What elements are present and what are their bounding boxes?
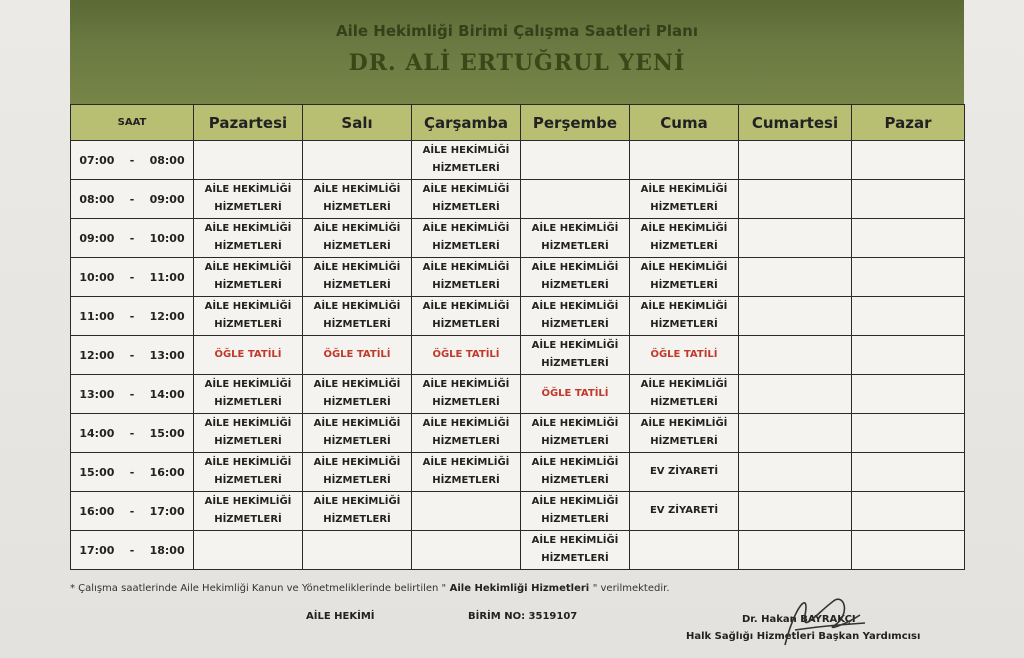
schedule-cell <box>521 492 630 531</box>
cell-text: ÖĞLE TATİLİ <box>214 349 282 360</box>
cell-text: AİLE HEKİMLİĞİ HİZMETLERİ <box>313 223 401 252</box>
schedule-cell <box>412 531 521 570</box>
schedule-cell <box>630 297 739 336</box>
doctor-name: DR. ALİ ERTUĞRUL YENİ <box>348 50 686 76</box>
cell-text: EV ZİYARETİ <box>649 505 719 516</box>
schedule-cell <box>412 336 521 375</box>
schedule-cell <box>521 297 630 336</box>
schedule-cell <box>630 180 739 219</box>
cell-text: AİLE HEKİMLİĞİ HİZMETLERİ <box>204 379 292 408</box>
schedule-cell <box>412 453 521 492</box>
schedule-cell <box>852 453 965 492</box>
table-row <box>71 492 965 531</box>
schedule-cell <box>303 219 412 258</box>
schedule-cell <box>412 180 521 219</box>
schedule-cell <box>303 492 412 531</box>
schedule-cell <box>852 531 965 570</box>
schedule-cell <box>739 219 852 258</box>
schedule-cell <box>194 258 303 297</box>
schedule-cell <box>630 336 739 375</box>
cell-text: AİLE HEKİMLİĞİ HİZMETLERİ <box>313 262 401 291</box>
schedule-cell <box>521 453 630 492</box>
column-header-5: Cuma <box>630 105 739 141</box>
schedule-cell <box>739 531 852 570</box>
cell-text: AİLE HEKİMLİĞİ HİZMETLERİ <box>422 145 510 174</box>
table-row <box>71 531 965 570</box>
cell-text: AİLE HEKİMLİĞİ HİZMETLERİ <box>204 262 292 291</box>
time-slot: 13:00 - 14:00 <box>71 375 194 414</box>
schedule-cell <box>194 414 303 453</box>
schedule-cell <box>521 141 630 180</box>
cell-text: ÖĞLE TATİLİ <box>323 349 391 360</box>
schedule-table <box>70 104 965 570</box>
schedule-cell <box>194 141 303 180</box>
cell-text: ÖĞLE TATİLİ <box>650 349 718 360</box>
schedule-title: Aile Hekimliği Birimi Çalışma Saatleri Planı <box>336 22 698 40</box>
table-row <box>71 258 965 297</box>
handwritten-signature <box>765 585 875 655</box>
cell-text: AİLE HEKİMLİĞİ HİZMETLERİ <box>640 262 728 291</box>
schedule-cell <box>630 375 739 414</box>
schedule-cell <box>303 141 412 180</box>
schedule-cell <box>194 336 303 375</box>
cell-text: AİLE HEKİMLİĞİ HİZMETLERİ <box>422 379 510 408</box>
time-slot: 12:00 - 13:00 <box>71 336 194 375</box>
schedule-cell <box>303 336 412 375</box>
schedule-cell <box>194 180 303 219</box>
column-header-4: Perşembe <box>521 105 630 141</box>
cell-text: ÖĞLE TATİLİ <box>541 388 609 399</box>
schedule-cell <box>412 258 521 297</box>
cell-text: AİLE HEKİMLİĞİ HİZMETLERİ <box>422 223 510 252</box>
time-slot: 09:00 - 10:00 <box>71 219 194 258</box>
time-slot: 16:00 - 17:00 <box>71 492 194 531</box>
cell-text: AİLE HEKİMLİĞİ HİZMETLERİ <box>313 301 401 330</box>
time-slot: 14:00 - 15:00 <box>71 414 194 453</box>
cell-text: AİLE HEKİMLİĞİ HİZMETLERİ <box>531 262 619 291</box>
schedule-cell <box>521 531 630 570</box>
table-row <box>71 453 965 492</box>
schedule-cell <box>412 492 521 531</box>
cell-text: AİLE HEKİMLİĞİ HİZMETLERİ <box>531 418 619 447</box>
table-row <box>71 414 965 453</box>
cell-text: AİLE HEKİMLİĞİ HİZMETLERİ <box>204 496 292 525</box>
time-slot: 08:00 - 09:00 <box>71 180 194 219</box>
footnote-suffix: " verilmektedir. <box>592 583 670 594</box>
schedule-cell <box>630 258 739 297</box>
schedule-cell <box>194 297 303 336</box>
schedule-cell <box>303 297 412 336</box>
signatory-title: Halk Sağlığı Hizmetleri Başkan Yardımcısı <box>686 631 921 642</box>
cell-text: AİLE HEKİMLİĞİ HİZMETLERİ <box>531 223 619 252</box>
footnote-prefix: * Çalışma saatlerinde Aile Hekimliği Kanun ve Yönetmeliklerinde belirtilen " <box>70 583 447 594</box>
signatory-name: Dr. Hakan BAYRAKÇI <box>742 614 856 625</box>
column-header-7: Pazar <box>852 105 965 141</box>
schedule-cell <box>521 336 630 375</box>
schedule-cell <box>852 492 965 531</box>
schedule-header <box>70 0 964 104</box>
schedule-cell <box>852 180 965 219</box>
table-body <box>71 141 965 570</box>
cell-text: AİLE HEKİMLİĞİ HİZMETLERİ <box>422 184 510 213</box>
table-row <box>71 219 965 258</box>
cell-text: AİLE HEKİMLİĞİ HİZMETLERİ <box>422 418 510 447</box>
schedule-cell <box>739 336 852 375</box>
cell-text: AİLE HEKİMLİĞİ HİZMETLERİ <box>313 457 401 486</box>
column-header-saat: SAAT <box>71 105 194 141</box>
cell-text: AİLE HEKİMLİĞİ HİZMETLERİ <box>640 301 728 330</box>
cell-text: EV ZİYARETİ <box>649 466 719 477</box>
schedule-cell <box>739 375 852 414</box>
time-slot: 07:00 - 08:00 <box>71 141 194 180</box>
cell-text: AİLE HEKİMLİĞİ HİZMETLERİ <box>313 184 401 213</box>
schedule-cell <box>303 375 412 414</box>
schedule-sheet <box>70 0 964 658</box>
cell-text: AİLE HEKİMLİĞİ HİZMETLERİ <box>313 496 401 525</box>
schedule-cell <box>630 453 739 492</box>
column-header-1: Pazartesi <box>194 105 303 141</box>
cell-text: AİLE HEKİMLİĞİ HİZMETLERİ <box>204 418 292 447</box>
schedule-cell <box>194 492 303 531</box>
schedule-cell <box>521 375 630 414</box>
schedule-cell <box>739 180 852 219</box>
schedule-cell <box>303 531 412 570</box>
schedule-cell <box>630 219 739 258</box>
cell-text: AİLE HEKİMLİĞİ HİZMETLERİ <box>640 223 728 252</box>
schedule-cell <box>852 219 965 258</box>
schedule-cell <box>194 453 303 492</box>
schedule-cell <box>739 297 852 336</box>
schedule-cell <box>739 258 852 297</box>
cell-text: AİLE HEKİMLİĞİ HİZMETLERİ <box>531 457 619 486</box>
schedule-cell <box>739 141 852 180</box>
cell-text: AİLE HEKİMLİĞİ HİZMETLERİ <box>204 184 292 213</box>
table-row <box>71 180 965 219</box>
schedule-cell <box>412 141 521 180</box>
schedule-cell <box>852 336 965 375</box>
schedule-cell <box>521 258 630 297</box>
time-slot: 17:00 - 18:00 <box>71 531 194 570</box>
footnote-emphasis: Aile Hekimliği Hizmetleri <box>446 583 593 594</box>
schedule-cell <box>521 414 630 453</box>
table-row <box>71 375 965 414</box>
unit-number: BİRİM NO: 3519107 <box>468 611 578 622</box>
schedule-cell <box>303 414 412 453</box>
schedule-cell <box>852 297 965 336</box>
schedule-cell <box>521 180 630 219</box>
cell-text: AİLE HEKİMLİĞİ HİZMETLERİ <box>204 301 292 330</box>
schedule-cell <box>194 219 303 258</box>
column-header-6: Cumartesi <box>739 105 852 141</box>
cell-text: AİLE HEKİMLİĞİ HİZMETLERİ <box>640 379 728 408</box>
schedule-cell <box>630 141 739 180</box>
schedule-cell <box>521 219 630 258</box>
cell-text: AİLE HEKİMLİĞİ HİZMETLERİ <box>531 301 619 330</box>
cell-text: AİLE HEKİMLİĞİ HİZMETLERİ <box>313 379 401 408</box>
cell-text: AİLE HEKİMLİĞİ HİZMETLERİ <box>640 418 728 447</box>
cell-text: AİLE HEKİMLİĞİ HİZMETLERİ <box>422 457 510 486</box>
cell-text: AİLE HEKİMLİĞİ HİZMETLERİ <box>204 223 292 252</box>
schedule-cell <box>852 414 965 453</box>
table-row <box>71 336 965 375</box>
cell-text: AİLE HEKİMLİĞİ HİZMETLERİ <box>531 496 619 525</box>
schedule-cell <box>852 258 965 297</box>
schedule-cell <box>739 414 852 453</box>
column-header-2: Salı <box>303 105 412 141</box>
table-row <box>71 297 965 336</box>
cell-text: ÖĞLE TATİLİ <box>432 349 500 360</box>
schedule-cell <box>852 375 965 414</box>
schedule-cell <box>630 414 739 453</box>
schedule-cell <box>303 180 412 219</box>
family-physician-label: AİLE HEKİMİ <box>306 611 375 622</box>
cell-text: AİLE HEKİMLİĞİ HİZMETLERİ <box>422 262 510 291</box>
schedule-cell <box>739 453 852 492</box>
time-slot: 15:00 - 16:00 <box>71 453 194 492</box>
cell-text: AİLE HEKİMLİĞİ HİZMETLERİ <box>204 457 292 486</box>
schedule-cell <box>739 492 852 531</box>
schedule-cell <box>412 375 521 414</box>
cell-text: AİLE HEKİMLİĞİ HİZMETLERİ <box>531 535 619 564</box>
time-slot: 10:00 - 11:00 <box>71 258 194 297</box>
table-header <box>71 105 965 141</box>
schedule-cell <box>194 531 303 570</box>
cell-text: AİLE HEKİMLİĞİ HİZMETLERİ <box>313 418 401 447</box>
cell-text: AİLE HEKİMLİĞİ HİZMETLERİ <box>640 184 728 213</box>
cell-text: AİLE HEKİMLİĞİ HİZMETLERİ <box>531 340 619 369</box>
schedule-cell <box>303 258 412 297</box>
schedule-cell <box>194 375 303 414</box>
schedule-cell <box>412 414 521 453</box>
schedule-cell <box>852 141 965 180</box>
schedule-cell <box>630 531 739 570</box>
cell-text: AİLE HEKİMLİĞİ HİZMETLERİ <box>422 301 510 330</box>
schedule-cell <box>412 219 521 258</box>
column-header-3: Çarşamba <box>412 105 521 141</box>
schedule-cell <box>630 492 739 531</box>
schedule-cell <box>412 297 521 336</box>
schedule-cell <box>303 453 412 492</box>
time-slot: 11:00 - 12:00 <box>71 297 194 336</box>
table-row <box>71 141 965 180</box>
